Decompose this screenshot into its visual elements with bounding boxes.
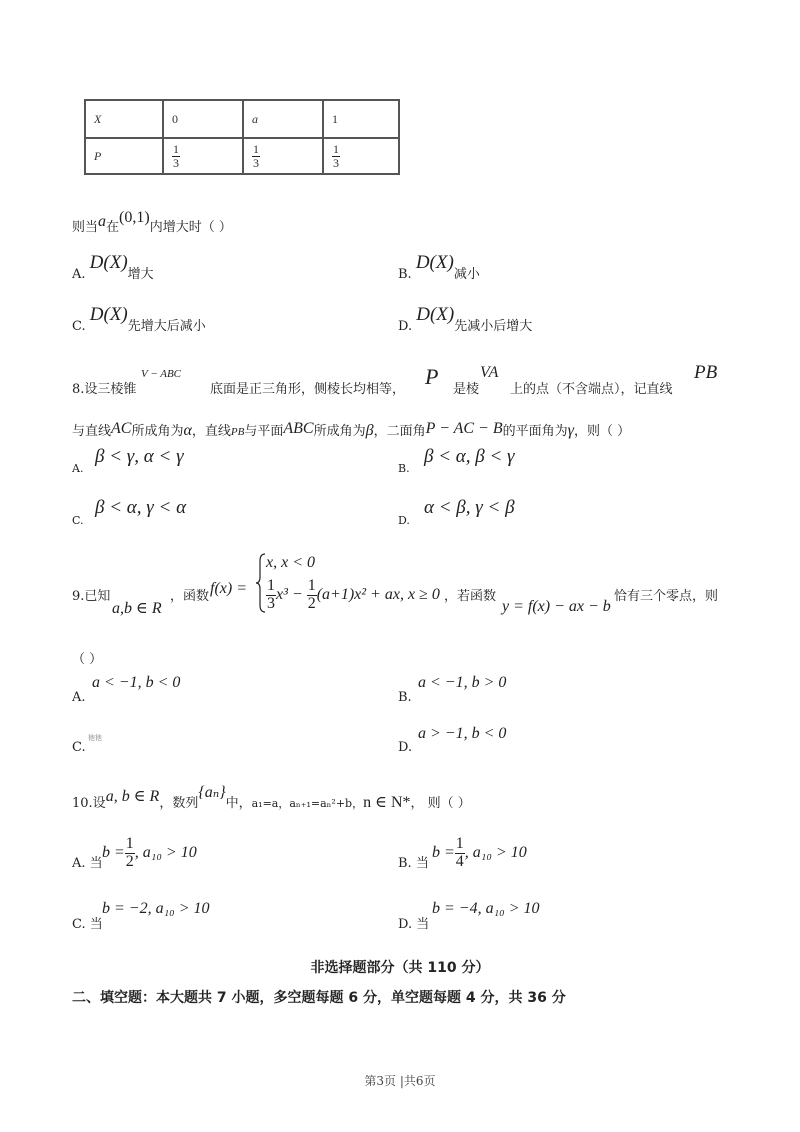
fraction: $\frac{1}{3}$ [267, 577, 275, 612]
q8-option-b-expr: β < α, β < γ [424, 446, 515, 467]
q8-beta: β [365, 422, 374, 439]
fraction: $\frac{1}{4}$ [455, 835, 464, 870]
option-text: 减小 [453, 267, 480, 282]
q8-text: 的平面角为 [502, 424, 568, 439]
section-title: 非选择题部分（共 110 分） [310, 960, 490, 976]
q10-n-in-n: n ∈ N* [363, 794, 411, 811]
q10-text: ，数列 [159, 796, 199, 811]
option-letter: C. [72, 319, 86, 334]
q9-fx: f(x) = [210, 580, 247, 597]
q7-option-a [72, 252, 154, 284]
q9-text: ，若函数 [444, 589, 497, 604]
q7-dx: D(X) [415, 252, 454, 273]
q10-rule: a₁=a，aₙ₊₁=aₙ²+b， [251, 797, 364, 810]
option-text: 增大 [127, 267, 154, 282]
q7-dx: D(X) [416, 304, 455, 325]
q8-text: 上的点（不含端点），记直线 [510, 382, 673, 397]
option-letter: A. [72, 856, 86, 871]
q9-term: (a+1)x² + ax, x ≥ 0 [316, 585, 440, 603]
q7-interval: (0,1) [119, 209, 150, 226]
q10-option-d [398, 913, 429, 932]
option-letter: D. [398, 917, 413, 932]
q8-text: 底面是正三角形，侧棱长均相等， [210, 382, 406, 397]
q8-text: ，则（ ） [573, 424, 631, 439]
q9-text: 9.已知 [72, 589, 111, 604]
q10-tail: , a₁₀ > 10 [464, 843, 527, 861]
q8-text: ，二面角 [373, 424, 426, 439]
q8-option-d-expr: α < β, γ < β [424, 497, 515, 518]
q8-text: 所成角为 [313, 424, 366, 439]
q9-term: x³ − [276, 585, 307, 603]
q9-option-a-expr: a < −1, b < 0 [92, 674, 181, 691]
q7-option-c [72, 304, 206, 336]
q10-option-b-expr [432, 836, 527, 871]
q9-option-b-expr: a < −1, b > 0 [418, 674, 507, 691]
q8-pyramid: V − ABC [141, 368, 182, 380]
q7-dx: D(X) [89, 252, 128, 273]
q9-case2 [266, 578, 440, 613]
option-text: 当 [416, 917, 430, 932]
q8-text: 与直线 [72, 424, 112, 439]
q8-line-ac: AC [111, 420, 132, 437]
option-text: 先减小后增大 [454, 319, 533, 334]
q8-point-p: P [425, 364, 439, 389]
q9-condition: a,b ∈ R [112, 600, 162, 617]
q9-function-y: y = f(x) − ax − b [502, 598, 611, 615]
option-text: 先增大后减小 [127, 319, 206, 334]
option-letter: C. [72, 514, 84, 527]
option-letter: C. [72, 917, 86, 932]
q8-line1 [72, 378, 136, 397]
option-letter: B. [398, 462, 410, 475]
q10-condition: a, b ∈ R [105, 788, 160, 805]
q10-text: ， 则（ ） [410, 796, 471, 811]
fraction: $\frac{1}{3}$ [253, 141, 259, 170]
q8-text: 所成角为 [131, 424, 184, 439]
q10-text: 10.设 [72, 796, 106, 811]
q7-text: 则当 [72, 220, 99, 235]
q8-dihedral: P − AC − B [425, 420, 503, 437]
q8-option-a-expr: β < γ, α < γ [95, 446, 184, 467]
q8-text: ，直线 [191, 424, 231, 439]
q8-line2 [72, 420, 630, 440]
option-letter: B. [398, 690, 412, 705]
q7-option-b [398, 252, 480, 284]
brace-icon [256, 553, 266, 613]
section-subtitle: 二、填空题：本大题共 7 小题，多空题每题 6 分，单空题每题 4 分，共 36 分 [72, 990, 566, 1006]
table-cell: X [85, 100, 163, 138]
q10-stem [72, 784, 471, 812]
q9-option-d-expr: a > −1, b < 0 [418, 725, 507, 742]
fraction: $\frac{1}{2}$ [125, 835, 134, 870]
q8-gamma: γ [567, 422, 574, 439]
q10-text: 中， [225, 796, 252, 811]
page-footer: 第3页 |共6页 [364, 1074, 436, 1088]
q8-edge-va: VA [480, 364, 499, 381]
q8-option-c-expr: β < α, γ < α [95, 497, 187, 518]
option-letter: A. [72, 462, 84, 475]
q10-option-b [398, 852, 429, 871]
q9-text: （ ） [72, 652, 103, 667]
option-text: 当 [89, 917, 103, 932]
q8-text: 8.设三棱锥 [72, 382, 137, 397]
option-letter: A. [72, 690, 86, 705]
q7-var: a [98, 213, 107, 230]
table-cell: a [243, 100, 323, 138]
q9-text: ，函数 [170, 589, 210, 604]
option-letter: B. [398, 267, 412, 282]
option-letter: D. [398, 319, 413, 334]
table-cell [243, 138, 323, 174]
table-cell [163, 138, 243, 174]
table-cell: 1 [323, 100, 399, 138]
q10-b: b = [102, 843, 125, 861]
table-cell: 0 [163, 100, 243, 138]
q10-tail: , a₁₀ > 10 [134, 843, 197, 861]
fraction: $\frac{1}{3}$ [333, 141, 339, 170]
q7-stem [72, 209, 232, 236]
q10-option-d-expr: b = −4, a₁₀ > 10 [432, 900, 540, 917]
q7-text: 在 [106, 220, 120, 235]
q10-b: b = [432, 843, 455, 861]
option-letter: D. [398, 514, 410, 527]
distribution-table [84, 99, 400, 175]
option-letter: A. [72, 267, 86, 282]
q8-text: 是棱 [453, 382, 480, 397]
q10-option-c [72, 913, 103, 932]
q10-option-c-expr: b = −2, a₁₀ > 10 [102, 900, 210, 917]
fraction: $\frac{1}{3}$ [173, 141, 179, 170]
q9-text: 恰有三个零点，则 [614, 589, 719, 604]
option-letter: D. [398, 740, 413, 755]
q10-option-a-expr [102, 836, 197, 871]
q8-pb-small: PB [230, 426, 245, 438]
option-letter: C. [72, 740, 86, 755]
q8-line-pb: PB [694, 362, 718, 383]
q7-option-d [398, 304, 533, 336]
q8-plane-abc: ABC [283, 420, 314, 437]
q7-text: 内增大时（ ） [149, 220, 232, 235]
q8-alpha: α [183, 422, 192, 439]
table-cell [323, 138, 399, 174]
q10-sequence: {aₙ} [198, 784, 226, 801]
table-cell: P [85, 138, 163, 174]
table-row [85, 138, 399, 174]
q8-text: 与平面 [244, 424, 284, 439]
option-text: 当 [89, 856, 103, 871]
q10-option-a [72, 852, 103, 871]
q9-option-c-expr: 彵彵 [88, 734, 102, 742]
table-row [85, 100, 399, 138]
q9-case1: x, x < 0 [266, 554, 315, 571]
fraction: $\frac{1}{2}$ [307, 577, 316, 612]
q7-dx: D(X) [89, 304, 128, 325]
option-letter: B. [398, 856, 412, 871]
option-text: 当 [415, 856, 429, 871]
